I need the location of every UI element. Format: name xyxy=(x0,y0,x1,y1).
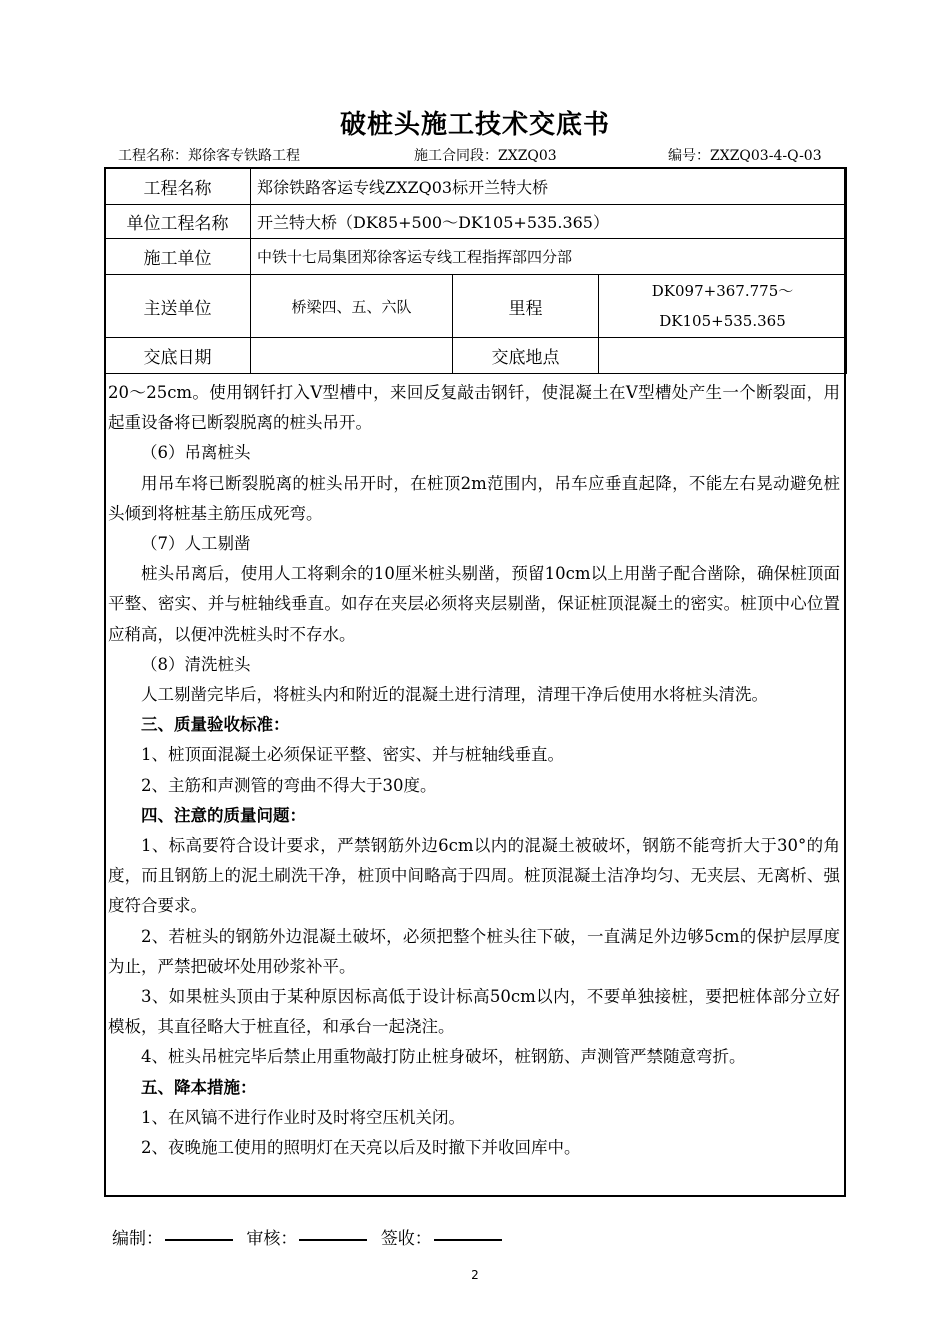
quality-standard-item-1: 1、桩顶面混凝土必须保证平整、密实、并与桩轴线垂直。 xyxy=(141,745,564,765)
place-value xyxy=(599,338,847,374)
quality-issue-item-4: 4、桩头吊桩完毕后禁止用重物敲打防止桩身破坏，桩钢筋、声测管严禁随意弯折。 xyxy=(141,1047,746,1067)
page-number: 2 xyxy=(471,1268,479,1282)
step-heading-8: （8）清洗桩头 xyxy=(141,654,251,674)
sender-value: 桥梁四、五、六队 xyxy=(251,275,453,338)
signature-row xyxy=(112,1224,510,1249)
paragraph-step-8: 人工剔凿完毕后，将桩头内和附近的混凝土进行清理，清理干净后使用水将桩头清洗。 xyxy=(141,685,768,705)
compile-label: 编制： xyxy=(112,1229,163,1249)
quality-issue-item-1: 1、标高要符合设计要求，严禁钢筋外边6cm以内的混凝土被破坏，钢筋不能弯折大于30°的角度，而且钢筋上的泥土刷洗干净，桩顶中间略高于四周。桩顶混凝土洁净均匀、无夹层、无离析、强度符合要求。 xyxy=(108,836,840,916)
review-label: 审核： xyxy=(246,1229,298,1249)
compile-signature-line xyxy=(165,1239,233,1241)
date-value xyxy=(251,338,453,374)
cost-reduction-item-2: 2、夜晚施工使用的照明灯在天亮以后及时撤下并收回库中。 xyxy=(141,1138,581,1158)
section-heading-cost-reduction: 五、降本措施： xyxy=(141,1077,257,1097)
sender-label: 主送单位 xyxy=(105,275,251,338)
document-title: 破桩头施工技术交底书 xyxy=(339,110,610,140)
info-row-project xyxy=(105,168,847,205)
unit-label: 单位工程名称 xyxy=(105,205,251,239)
unit-value: 开兰特大桥（DK85+500～DK105+535.365） xyxy=(251,205,847,239)
mileage-value xyxy=(599,275,847,338)
project-value: 郑徐铁路客运专线ZXZQ03标开兰特大桥 xyxy=(251,168,847,205)
content-body xyxy=(108,378,840,1163)
cost-reduction-item-1: 1、在风镐不进行作业时及时将空压机关闭。 xyxy=(141,1107,465,1127)
step-heading-7: （7）人工剔凿 xyxy=(141,534,251,554)
info-row-unit xyxy=(105,205,847,239)
section-heading-quality-issues: 四、注意的质量问题： xyxy=(141,805,306,825)
receive-label: 签收： xyxy=(380,1229,432,1249)
mileage-value-start: DK097+367.775～ xyxy=(651,282,794,300)
info-row-constructor xyxy=(105,239,847,275)
project-label: 工程名称 xyxy=(105,168,251,205)
review-signature-line xyxy=(299,1239,367,1241)
paragraph-continuation: 20～25cm。使用钢钎打入V型槽中，来回反复敲击钢钎，使混凝土在V型槽处产生一个断裂面，用起重设备将已断裂脱离的桩头吊开。 xyxy=(108,383,840,433)
info-row-date xyxy=(105,338,847,374)
section-heading-quality-standard: 三、质量验收标准： xyxy=(141,715,290,735)
quality-issue-item-2: 2、若桩头的钢筋外边混凝土破坏，必须把整个桩头往下破，一直满足外边够5cm的保护层厚度为止，严禁把破坏处用砂浆补平。 xyxy=(108,926,840,976)
constructor-label: 施工单位 xyxy=(105,239,251,275)
project-name-meta: 工程名称：郑徐客专铁路工程 xyxy=(118,148,300,164)
info-row-sender xyxy=(105,275,847,338)
quality-issue-item-3: 3、如果桩头顶由于某种原因标高低于设计标高50cm以内，不要单独接桩，要把桩体部分立好模板，其直径略大于桩直径，和承台一起浇注。 xyxy=(108,987,840,1037)
document-number-meta: 编号：ZXZQ03-4-Q-03 xyxy=(668,148,822,164)
contract-section-meta: 施工合同段：ZXZQ03 xyxy=(414,148,557,164)
step-heading-6: （6）吊离桩头 xyxy=(141,443,251,463)
quality-standard-item-2: 2、主筋和声测管的弯曲不得大于30度。 xyxy=(141,775,437,795)
receive-signature-line xyxy=(434,1239,502,1241)
paragraph-step-7: 桩头吊离后，使用人工将剩余的10厘米桩头剔凿，预留10cm以上用凿子配合凿除，确保桩顶面平整、密实、并与桩轴线垂直。如存在夹层必须将夹层剔凿，保证桩顶混凝土的密实。桩顶中心位置应稍高，以便冲洗桩头时不存水。 xyxy=(108,564,840,644)
paragraph-step-6: 用吊车将已断裂脱离的桩头吊开时，在桩顶2m范围内，吊车应垂直起降，不能左右晃动避免桩头倾到将桩基主筋压成死弯。 xyxy=(108,473,840,523)
mileage-label: 里程 xyxy=(453,275,599,338)
info-table xyxy=(104,167,847,374)
constructor-value: 中铁十七局集团郑徐客运专线工程指挥部四分部 xyxy=(251,239,847,275)
place-label: 交底地点 xyxy=(453,338,599,374)
date-label: 交底日期 xyxy=(105,338,251,374)
mileage-value-end: DK105+535.365 xyxy=(659,312,786,330)
